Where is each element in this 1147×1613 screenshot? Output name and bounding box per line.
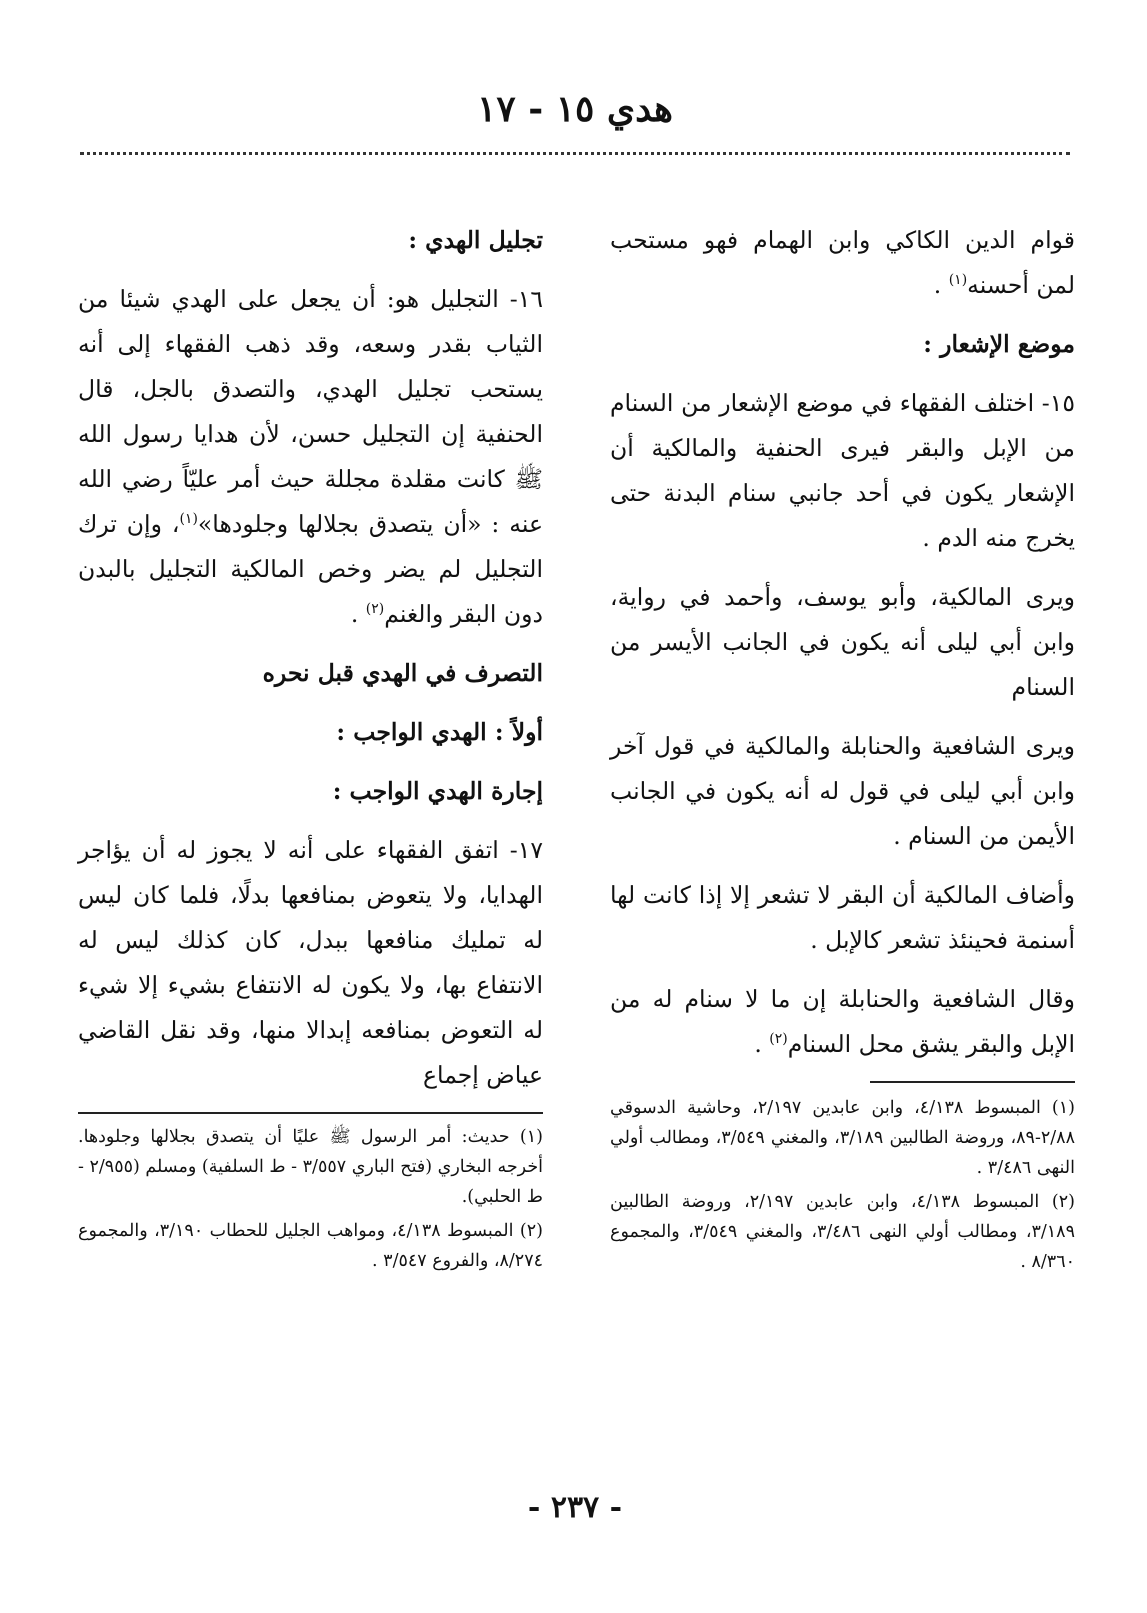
paragraph: ١٥- اختلف الفقهاء في موضع الإشعار من السنام من الإبل والبقر فيرى الحنفية والمالكية أن الإشعار يكون في أحد جانبي سنام البدنة حتى يخرج منه الدم . <box>610 389 1075 552</box>
section-heading: التصرف في الهدي قبل نحره <box>262 659 543 687</box>
section-heading: موضع الإشعار : <box>923 330 1075 358</box>
paragraph: قوام الدين الكاكي وابن الهمام فهو مستحب لمن أحسنه$^{(١)}$ . <box>610 226 1075 299</box>
section-heading: تجليل الهدي : <box>408 226 543 254</box>
paragraph: ١٧- اتفق الفقهاء على أنه لا يجوز له أن يؤاجر الهدايا، ولا يتعوض بمنافعها بدلًا، فلما كان ليس له تمليك منافعها ببدل، كان كذلك ليس له الانتفاع بها، ولا يكون له الانتفاع بشيء إلا شيء له التعوض بمنافعه إبدالا منها، وقد نقل القاضي عياض إجماع <box>78 836 543 1089</box>
footnote: (٢) المبسوط ٤/١٣٨، ومواهب الجليل للحطاب ٣/١٩٠، والمجموع ٨/٢٧٤، والفروع ٣/٥٤٧ . <box>78 1221 543 1271</box>
left-column <box>78 218 543 1280</box>
footnote-separator <box>870 1081 1075 1083</box>
paragraph: ويرى المالكية، وأبو يوسف، وأحمد في رواية، وابن أبي ليلى أنه يكون في الجانب الأيسر من السنام <box>610 583 1075 701</box>
section-heading: إجارة الهدي الواجب : <box>332 777 543 805</box>
paragraph-text: وقال الشافعية والحنابلة إن ما لا سنام له من الإبل والبقر يشق محل السنام <box>610 985 1075 1058</box>
footnote: (١) حديث: أمر الرسول ﷺ عليًا أن يتصدق بجلالها وجلودها. أخرجه البخاري (فتح الباري ٣/٥٥٧ - ط السلفية) ومسلم (٢/٩٥٥ - ط الحلبي). <box>78 1127 543 1207</box>
footnote-ref: (١) <box>948 272 968 289</box>
footnote-ref: (١) <box>179 511 198 528</box>
section-heading: أولاً : الهدي الواجب : <box>336 718 543 746</box>
paragraph: ويرى الشافعية والحنابلة والمالكية في قول آخر وابن أبي ليلى في قول له أنه يكون في الجانب الأيمن من السنام . <box>610 732 1075 850</box>
footnote-separator <box>78 1112 543 1114</box>
paragraph-text: قوام الدين الكاكي وابن الهمام فهو مستحب لمن أحسنه <box>610 226 1075 299</box>
paragraph: ١٦- التجليل هو: أن يجعل على الهدي شيئا من الثياب بقدر وسعه، وقد ذهب الفقهاء إلى أنه يستحب تجليل الهدي، والتصدق بالجل، قال الحنفية إن التجليل حسن، لأن هدايا رسول الله ﷺ كانت مقلدة مجللة حيث أمر عليّاً رضي الله عنه : «أن يتصدق بجلالها وجلودها»$^{(١)}$، وإن ترك التجليل لم يضر وخص المالكية التجليل بالبدن دون البقر والغنم$^{(٢)}$ . <box>78 285 543 628</box>
running-header: هدي ١٥ - ١٧ <box>477 88 673 130</box>
paragraph-text: ١٦- التجليل هو: أن يجعل على الهدي شيئا من الثياب بقدر وسعه، وقد ذهب الفقهاء إلى أنه يستحب تجليل الهدي، والتصدق بالجل، قال الحنفية إن التجليل حسن، لأن هدايا رسول الله ﷺ كانت مقلدة مجللة حيث أمر عليّاً رضي الله عنه : «أن يتصدق بجلالها وجلودها» <box>78 285 543 538</box>
paragraph: وأضاف المالكية أن البقر لا تشعر إلا إذا كانت لها أسنمة فحينئذ تشعر كالإبل . <box>610 881 1075 954</box>
header-dotted-rule <box>80 152 1070 155</box>
footnote-ref: (٢) <box>365 601 385 618</box>
footnote: (١) المبسوط ٤/١٣٨، وابن عابدين ٢/١٩٧، وحاشية الدسوقي ٢/٨٨-٨٩، وروضة الطالبين ٣/١٨٩، والمغني ٣/٥٤٩، ومطالب أولي النهى ٣/٤٨٦ . <box>610 1098 1075 1178</box>
footnote: (٢) المبسوط ٤/١٣٨، وابن عابدين ٢/١٩٧، وروضة الطالبين ٣/١٨٩، ومطالب أولي النهى ٣/٤٨٦، والمغني ٣/٥٤٩، والمجموع ٨/٣٦٠ . <box>610 1192 1075 1272</box>
page-number: - ٢٣٧ - <box>527 1490 623 1525</box>
paragraph: وقال الشافعية والحنابلة إن ما لا سنام له من الإبل والبقر يشق محل السنام$^{(٢)}$ . <box>610 985 1075 1058</box>
right-column <box>610 218 1075 1281</box>
paragraph-text: ، وإن ترك التجليل لم يضر وخص المالكية التجليل بالبدن دون البقر والغنم <box>78 510 543 628</box>
footnote-ref: (٢) <box>769 1031 788 1048</box>
